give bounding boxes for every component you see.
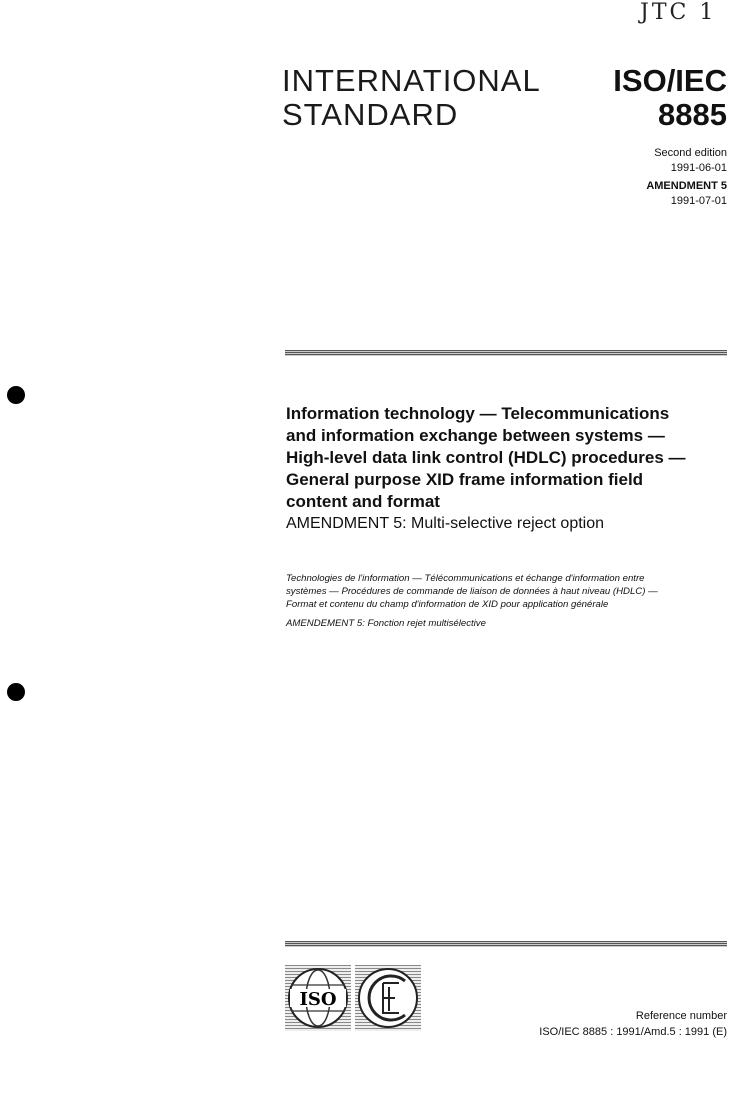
- punch-hole-bottom: [7, 683, 25, 701]
- title-line: General purpose XID frame information field: [286, 470, 644, 489]
- title-line: and information exchange between systems —: [286, 426, 665, 445]
- edition-label: Second edition: [654, 147, 727, 159]
- amendment-date: 1991-07-01: [670, 195, 727, 207]
- french-title-line: Format et contenu du champ d'information de XID pour application générale: [286, 599, 609, 610]
- french-title-line: Technologies de l'information — Télécommunications et échange d'information entre: [286, 573, 645, 584]
- reference-number: [539, 1008, 727, 1040]
- title-line: Information technology — Telecommunications: [286, 404, 670, 423]
- handwritten-annotation: JTC 1: [640, 0, 717, 25]
- doc-type-line1: INTERNATIONAL: [282, 63, 541, 98]
- title-line: content and format: [286, 492, 440, 511]
- doc-type-line2: STANDARD: [282, 97, 459, 132]
- document-type: [282, 64, 541, 132]
- svg-text:ISO: ISO: [299, 989, 337, 1010]
- iso-logo: [285, 965, 351, 1031]
- edition-date: 1991-06-01: [670, 162, 727, 174]
- title-line: High-level data link control (HDLC) procedures —: [286, 448, 686, 467]
- reference-value: ISO/IEC 8885 : 1991/Amd.5 : 1991 (E): [539, 1026, 727, 1038]
- top-divider: [285, 350, 727, 356]
- reference-label: Reference number: [635, 1010, 727, 1022]
- french-title: [286, 572, 736, 630]
- iec-logo: [355, 965, 421, 1031]
- bottom-divider: [285, 941, 727, 947]
- designation: ISO/IEC: [613, 63, 727, 98]
- english-title: [286, 403, 736, 513]
- english-amendment-title: AMENDMENT 5: Multi-selective reject option: [286, 515, 605, 532]
- punch-hole-top: [7, 386, 25, 404]
- edition-info: [646, 146, 727, 209]
- amendment-label: AMENDMENT 5: [646, 180, 727, 192]
- standard-number: 8885: [658, 97, 727, 132]
- french-amendment-title: AMENDEMENT 5: Fonction rejet multisélective: [286, 618, 486, 629]
- french-title-line: systèmes — Procédures de commande de liaison de données à haut niveau (HDLC) —: [286, 586, 658, 597]
- standard-designation: [613, 64, 727, 132]
